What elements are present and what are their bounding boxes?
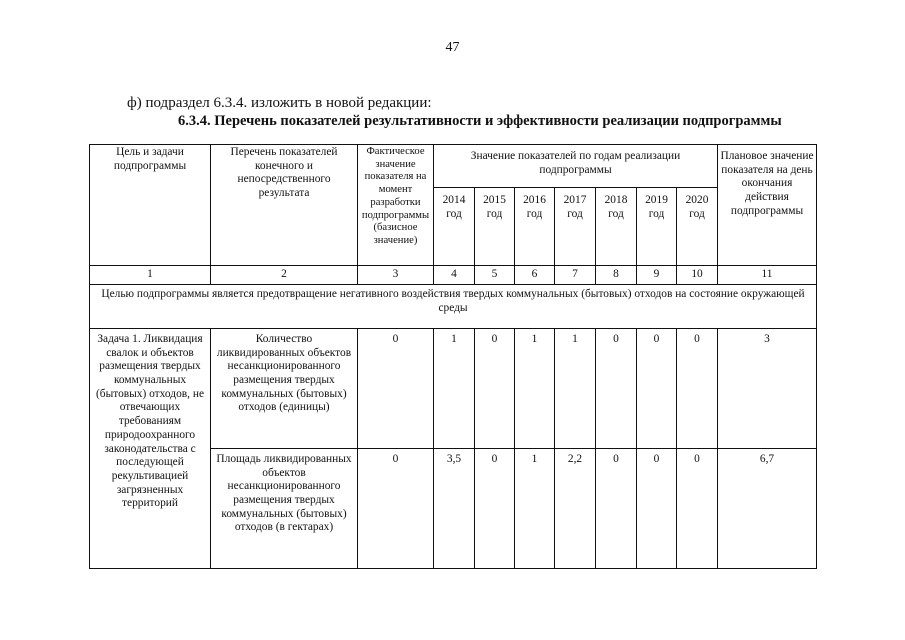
planned-value: 6,7: [718, 449, 817, 569]
column-number: 4: [434, 266, 475, 285]
indicator-name: Количество ликвидированных объектов несанкционированного размещения твердых коммунальных (бытовых) отходов (единицы): [211, 329, 358, 449]
task-description: Задача 1. Ликвидация свалок и объектов размещения твердых коммунальных (бытовых) отходов, не отвечающих требованиям природоохранного законодательства с последующей рекультивацией загрязненных территорий: [90, 329, 211, 569]
year-value: 1: [555, 329, 596, 449]
year-value: 0: [596, 449, 637, 569]
year-value: 0: [475, 449, 515, 569]
column-number: 7: [555, 266, 596, 285]
column-number: 8: [596, 266, 637, 285]
base-value: 0: [358, 449, 434, 569]
year-value: 1: [434, 329, 475, 449]
year-value: 1: [515, 449, 555, 569]
column-number: 6: [515, 266, 555, 285]
column-number: 11: [718, 266, 817, 285]
header-years-group: Значение показателей по годам реализации подпрограммы: [434, 145, 718, 188]
column-number: 9: [637, 266, 677, 285]
header-planned-value: Плановое значение показателя на день окончания действия подпрограммы: [718, 145, 817, 266]
column-number: 10: [677, 266, 718, 285]
year-value: 0: [637, 329, 677, 449]
header-year-2016: 2016 год: [515, 188, 555, 266]
column-number: 1: [90, 266, 211, 285]
indicator-name: Площадь ликвидированных объектов несанкционированного размещения твердых коммунальных (бытовых) отходов (в гектарах): [211, 449, 358, 569]
column-number-row: [90, 266, 817, 285]
header-year-2018: 2018 год: [596, 188, 637, 266]
header-year-2015: 2015 год: [475, 188, 515, 266]
year-value: 0: [677, 329, 718, 449]
header-base-value: Фактическое значение показателя на момент разработки подпрограммы (базисное значение): [358, 145, 434, 266]
column-number: 3: [358, 266, 434, 285]
year-value: 1: [515, 329, 555, 449]
intro-text: ф) подраздел 6.3.4. изложить в новой редакции:: [127, 95, 432, 111]
header-year-2017: 2017 год: [555, 188, 596, 266]
year-value: 0: [475, 329, 515, 449]
year-value: 0: [677, 449, 718, 569]
header-year-2020: 2020 год: [677, 188, 718, 266]
goal-statement: Целью подпрограммы является предотвращение негативного воздействия твердых коммунальных (бытовых) отходов на состояние окружающей среды: [90, 285, 817, 329]
year-value: 2,2: [555, 449, 596, 569]
column-number: 2: [211, 266, 358, 285]
year-value: 0: [637, 449, 677, 569]
header-indicators: Перечень показателей конечного и непосредственного результата: [211, 145, 358, 266]
section-title: 6.3.4. Перечень показателей результативности и эффективности реализации подпрограммы: [178, 113, 782, 129]
header-year-2014: 2014 год: [434, 188, 475, 266]
planned-value: 3: [718, 329, 817, 449]
column-number: 5: [475, 266, 515, 285]
year-value: 0: [596, 329, 637, 449]
header-year-2019: 2019 год: [637, 188, 677, 266]
page-number: 47: [445, 40, 460, 55]
base-value: 0: [358, 329, 434, 449]
header-goals-tasks: Цель и задачи подпрограммы: [90, 145, 211, 266]
indicators-table: [89, 144, 817, 569]
year-value: 3,5: [434, 449, 475, 569]
table-row: [90, 329, 817, 449]
